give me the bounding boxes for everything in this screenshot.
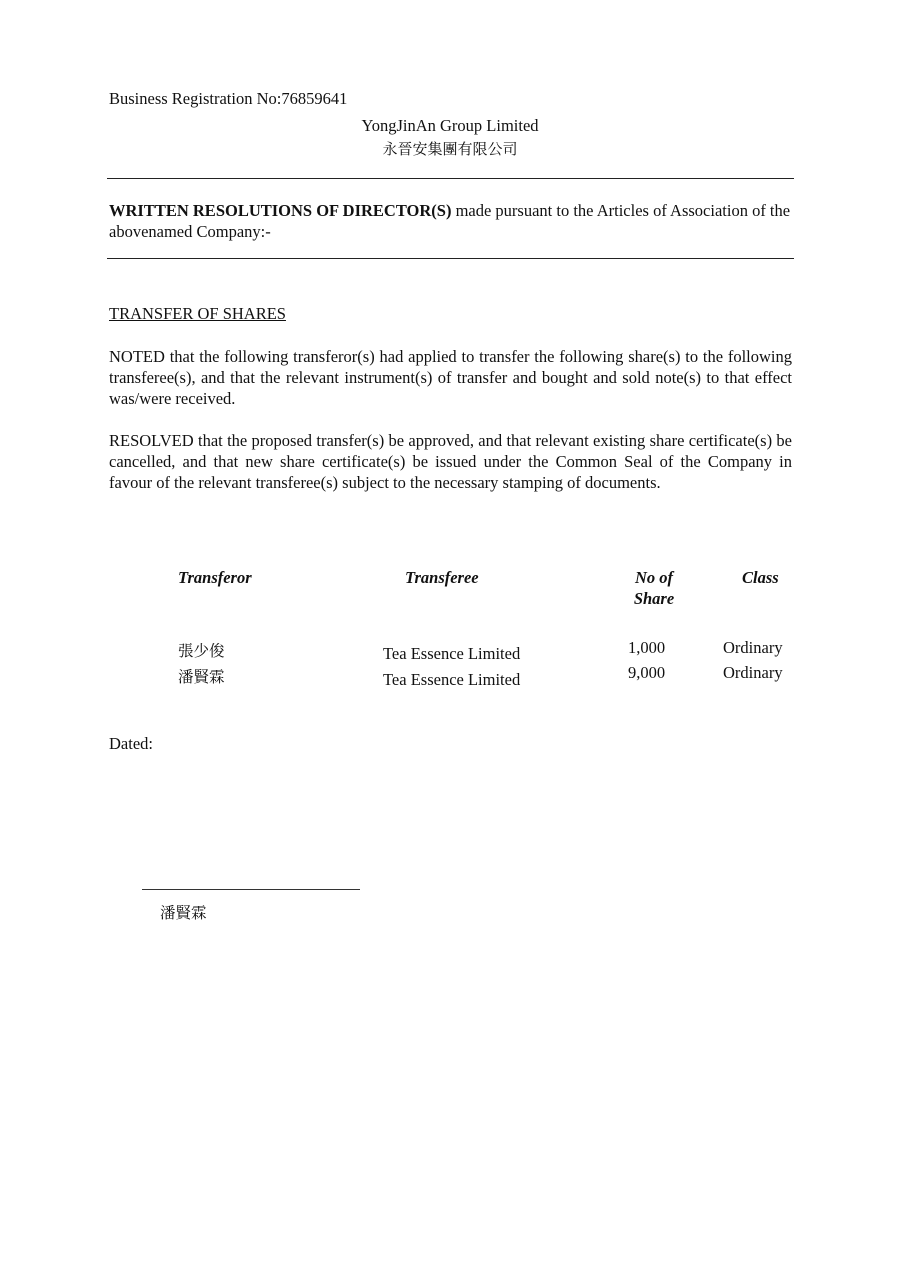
table-row-2-transferee: Tea Essence Limited — [383, 670, 521, 689]
resolved-paragraph: RESOLVED that the proposed transfer(s) be approved, and that relevant existing share certificate(s) be cancelled, and that new share certificate(s) be issued under the Common Seal of the Company in favour of the relevant transferee(s) subject to the necessary stamping of documents. — [109, 431, 792, 492]
resolution-intro-text: made pursuant to the Articles of Association of the abovenamed Company:- — [109, 201, 791, 241]
section-heading: TRANSFER OF SHARES — [109, 304, 286, 323]
resolution-title: WRITTEN RESOLUTIONS OF DIRECTOR(S) — [109, 201, 452, 220]
column-header-class: Class — [742, 568, 779, 587]
noted-paragraph: NOTED that the following transferor(s) had applied to transfer the following share(s) to the following transferee(s), and that the relevant instrument(s) of transfer and bought and sold note(s) to that effect was/were received. — [109, 347, 792, 408]
header-divider-bottom — [107, 258, 794, 259]
company-name-english: YongJinAn Group Limited — [361, 116, 539, 135]
column-header-no-of-share — [630, 567, 678, 609]
column-header-transferor: Transferor — [178, 568, 252, 587]
header-divider-top — [107, 178, 794, 179]
table-row-2-transferor: 潘賢霖 — [178, 668, 225, 686]
resolution-intro — [109, 200, 794, 242]
table-row-1-class: Ordinary — [723, 638, 783, 657]
business-registration-number: Business Registration No:76859641 — [109, 89, 348, 108]
table-row-1-transferor: 張少俊 — [178, 642, 225, 660]
dated-label: Dated: — [109, 734, 153, 753]
table-row-2-shares: 9,000 — [628, 663, 666, 682]
column-header-no-of-share-line2: Share — [633, 589, 675, 608]
column-header-transferee: Transferee — [405, 568, 479, 587]
signature-line — [142, 889, 360, 890]
column-header-no-of-share-line1: No of — [634, 568, 674, 587]
table-row-2-class: Ordinary — [723, 663, 783, 682]
table-row-1-shares: 1,000 — [628, 638, 666, 657]
table-row-1-transferee: Tea Essence Limited — [383, 644, 521, 663]
signatory-name: 潘賢霖 — [160, 904, 207, 922]
company-name-chinese: 永晉安集團有限公司 — [382, 140, 518, 158]
